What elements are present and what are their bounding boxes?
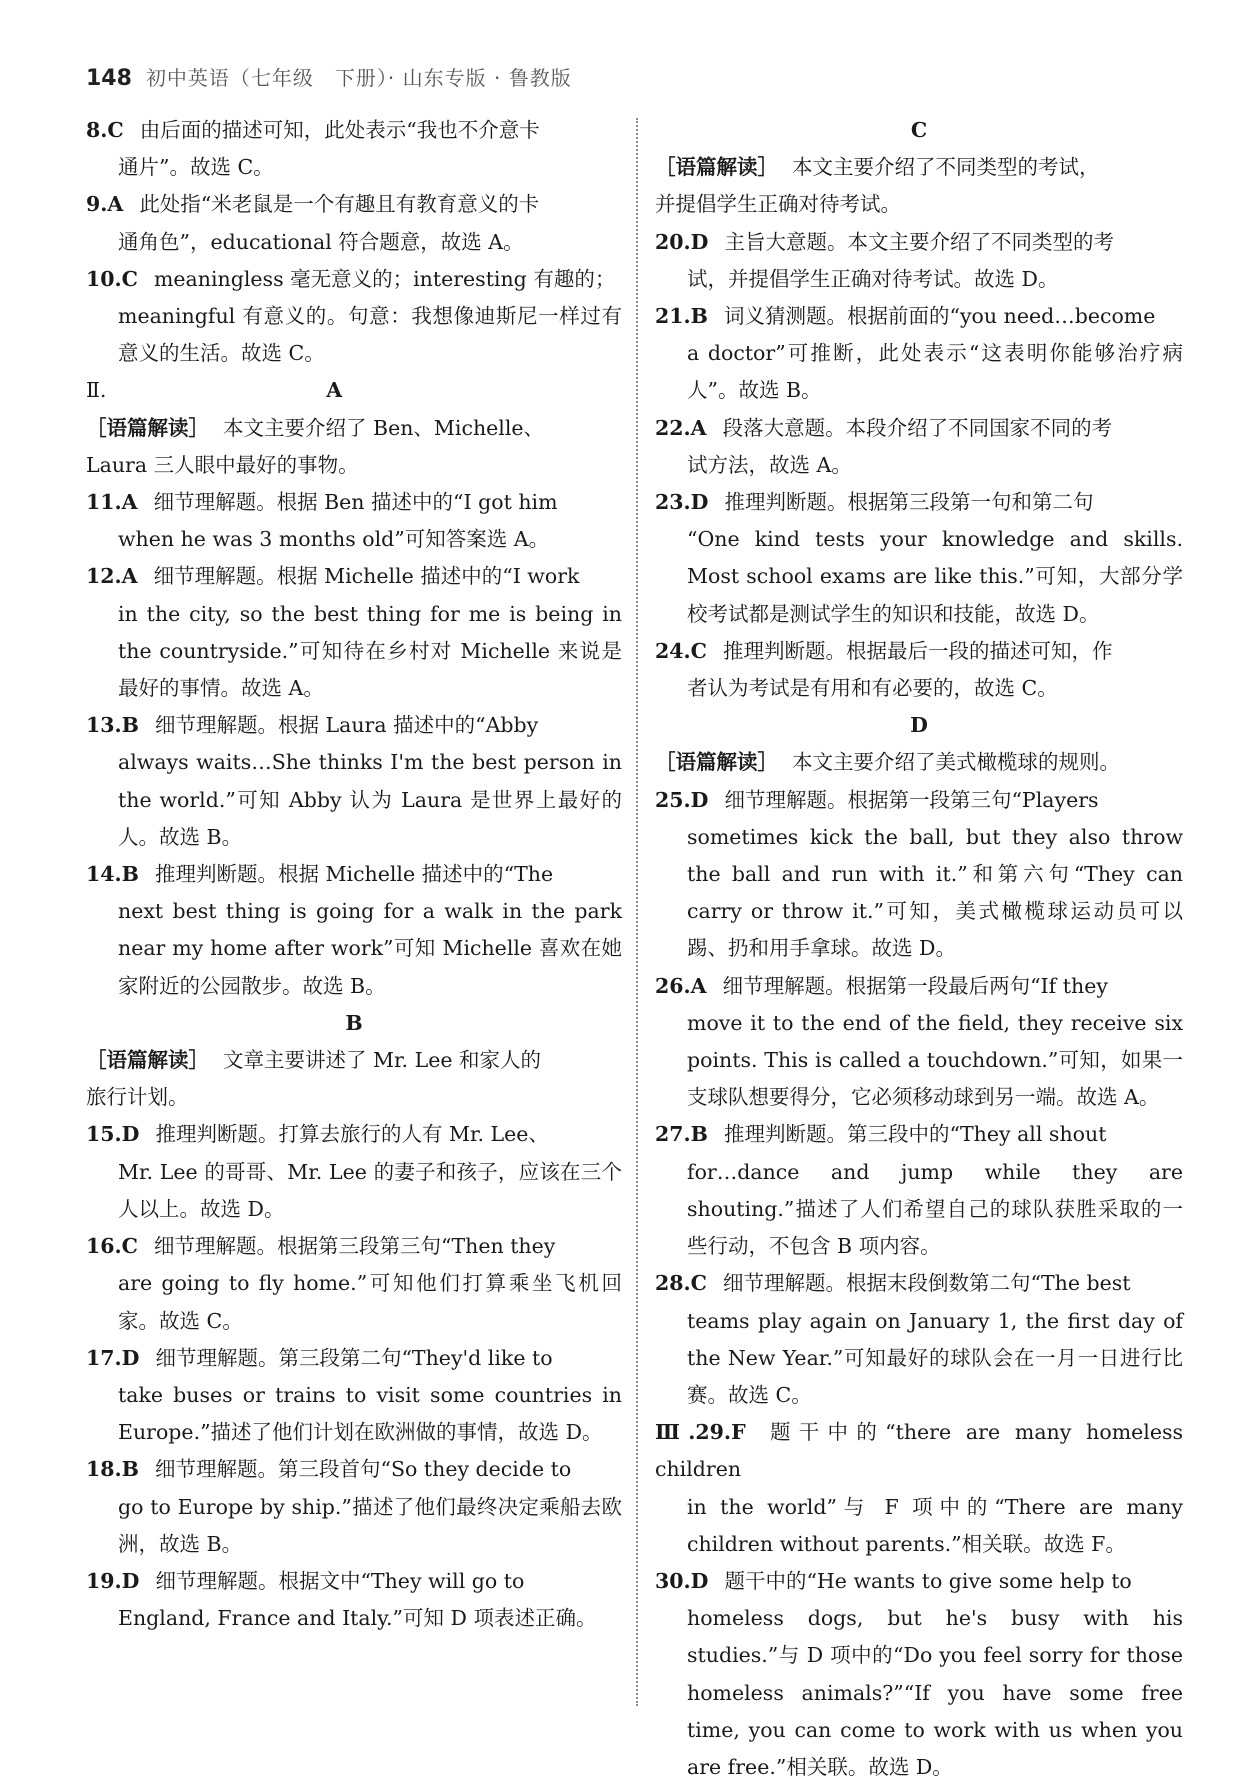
section-letter-d: D	[910, 713, 928, 738]
answer-item	[655, 1265, 1183, 1414]
answer-item	[655, 782, 1183, 968]
answer-number: 14.B	[86, 862, 139, 887]
answer-text-first: 段落大意题。本段介绍了不同国家不同的考	[722, 415, 1113, 440]
answer-number: 15.D	[86, 1122, 140, 1147]
answer-number: 29.F	[695, 1420, 746, 1445]
answer-item	[86, 112, 622, 186]
answer-item	[86, 484, 622, 558]
answer-number: 26.A	[655, 973, 707, 998]
answer-text-first: 细节理解题。根据 Michelle 描述中的“I work	[153, 564, 580, 589]
answer-text-rest: 试方法，故选 A。	[687, 452, 852, 477]
answer-text-first: 题干中的“there are many homeless children	[655, 1420, 1183, 1482]
answer-number: 20.D	[655, 229, 709, 254]
answer-text-first: 推理判断题。根据 Michelle 描述中的“The	[155, 862, 554, 887]
answer-number: 12.A	[86, 564, 138, 589]
answer-number: 18.B	[86, 1457, 139, 1482]
answer-number: 11.A	[86, 490, 138, 515]
answer-number: 16.C	[86, 1234, 138, 1259]
answer-text-rest: go to Europe by ship.”描述了他们最终决定乘船去欧洲，故选 B。	[118, 1494, 622, 1556]
answer-item	[86, 186, 622, 260]
right-column	[655, 112, 1183, 1786]
answer-item	[655, 298, 1183, 410]
answer-text-first: 题干中的“He wants to give some help to	[724, 1568, 1132, 1593]
section-roman-2: Ⅱ.	[86, 378, 107, 403]
answer-text-first: 此处指“米老鼠是一个有趣且有教育意义的卡	[139, 192, 540, 217]
answer-number: 24.C	[655, 638, 707, 663]
page-number: 148	[86, 66, 132, 91]
answer-text-first: 细节理解题。第三段第二句“They'd like to	[155, 1345, 553, 1370]
answer-text-rest: 通角色”，educational 符合题意，故选 A。	[118, 229, 524, 254]
reading-tag: ［语篇解读］	[655, 750, 778, 775]
answer-text-first: 细节理解题。根据末段倒数第二句“The best	[722, 1271, 1131, 1296]
answer-text-first: 细节理解题。根据第一段第三句“Players	[724, 787, 1099, 812]
answer-text-first: 细节理解题。根据第三段第三句“Then they	[153, 1234, 556, 1259]
answer-list-c	[655, 224, 1183, 708]
answer-item	[655, 1563, 1183, 1786]
answer-number: 30.D	[655, 1568, 709, 1593]
answer-item	[655, 1414, 1183, 1563]
answer-text-rest: always waits…She thinks I'm the best person in the world.”可知 Abby 认为 Laura 是世界上最好的人。故选 B。	[118, 750, 622, 849]
answer-item	[86, 707, 622, 856]
answer-list-d	[655, 782, 1183, 1414]
answer-number: 22.A	[655, 415, 707, 440]
answer-list-b	[86, 1116, 622, 1637]
reading-summary-d: ［语篇解读］ 本文主要介绍了美式橄榄球的规则。	[655, 744, 1183, 781]
answer-item	[655, 1116, 1183, 1265]
answer-text-rest: move it to the end of the field, they receive six points. This is called a touchdown.”可知，如果一支球队想要得分，它必须移动球到另一端。故选 A。	[687, 1010, 1183, 1110]
answer-number: 17.D	[86, 1345, 140, 1370]
answer-item	[86, 1116, 622, 1228]
answer-text-rest: a doctor”可推断，此处表示“这表明你能够治疗病人”。故选 B。	[687, 341, 1183, 403]
column-divider	[636, 118, 638, 1706]
section-letter-b: B	[345, 1010, 363, 1035]
answer-text-rest: 者认为考试是有用和有必要的，故选 C。	[687, 676, 1058, 701]
answer-text-rest: are going to fly home.”可知他们打算乘坐飞机回家。故选 C。	[118, 1271, 622, 1333]
answer-text-first: 推理判断题。根据最后一段的描述可知，作	[722, 638, 1113, 663]
section-roman-3: Ⅲ.	[655, 1420, 696, 1445]
answer-number: 28.C	[655, 1271, 707, 1296]
answer-text-first: 推理判断题。第三段中的“They all shout	[724, 1122, 1107, 1147]
reading-tag: ［语篇解读］	[655, 155, 778, 180]
answer-item	[86, 856, 622, 1005]
reading-tag: ［语篇解读］	[86, 415, 209, 440]
answer-text-rest: for…dance and jump while they are shouting.”描述了人们希望自己的球队获胜采取的一些行动，不包含 B 项内容。	[687, 1159, 1183, 1259]
reading-summary-b: ［语篇解读］ 文章主要讲述了 Mr. Lee 和家人的 旅行计划。	[86, 1042, 622, 1116]
answer-text-rest: sometimes kick the ball, but they also throw the ball and run with it.”和第六句“They can carry or throw it.”可知，美式橄榄球运动员可以踢、扔和用手拿球。故选 D。	[687, 824, 1183, 961]
answer-text-first: meaningless 毫无意义的；interesting 有趣的；	[153, 266, 616, 291]
answer-text-first: 推理判断题。打算去旅行的人有 Mr. Lee、	[155, 1122, 549, 1147]
reading-summary-a: ［语篇解读］ 本文主要介绍了 Ben、Michelle、 Laura 三人眼中最好的事物。	[86, 410, 622, 484]
answer-item	[655, 224, 1183, 298]
book-title: 初中英语（七年级 下册）· 山东专版 · 鲁教版	[145, 66, 572, 90]
answer-text-first: 推理判断题。根据第三段第一句和第二句	[724, 490, 1094, 515]
answer-item	[86, 1340, 622, 1452]
reading-tag: ［语篇解读］	[86, 1048, 209, 1073]
answer-item	[86, 1563, 622, 1637]
answer-text-first: 细节理解题。第三段首句“So they decide to	[155, 1457, 572, 1482]
answer-text-first: 由后面的描述可知，此处表示“我也不介意卡	[139, 118, 540, 142]
answer-number: 21.B	[655, 304, 708, 329]
section-letter-a: A	[326, 378, 343, 403]
answer-item	[655, 633, 1183, 707]
answer-item	[655, 410, 1183, 484]
answer-item	[86, 1228, 622, 1340]
answer-item	[86, 558, 622, 707]
answer-number: 23.D	[655, 490, 709, 515]
answer-item	[86, 1451, 622, 1563]
answer-list-a	[86, 484, 622, 1005]
answer-text-rest: when he was 3 months old”可知答案选 A。	[118, 527, 550, 552]
answer-text-rest: England, France and Italy.”可知 D 项表述正确。	[118, 1606, 597, 1631]
answer-text-rest: homeless dogs, but he's busy with his studies.”与 D 项中的“Do you feel sorry for those homeless animals?”“If you have some free time, you can come to work with us when you are free.”相关联。故选 D。	[687, 1606, 1183, 1779]
left-column	[86, 112, 622, 1637]
answer-text-first: 细节理解题。根据 Laura 描述中的“Abby	[155, 713, 539, 738]
answer-number: 19.D	[86, 1568, 140, 1593]
answer-number: 10.C	[86, 266, 138, 291]
answer-text-rest: meaningful 有意义的。句意：我想像迪斯尼一样过有意义的生活。故选 C。	[118, 304, 622, 366]
answer-text-rest: 试，并提倡学生正确对待考试。故选 D。	[687, 266, 1059, 291]
answer-text-rest: in the world”与 F 项中的“There are many children without parents.”相关联。故选 F。	[687, 1494, 1183, 1556]
section-letter-c: C	[910, 118, 928, 142]
answer-text-rest: in the city, so the best thing for me is being in the countryside.”可知待在乡村对 Michelle 来说是最好的事情。故选 A。	[118, 601, 622, 701]
answer-text-rest: take buses or trains to visit some countries in Europe.”描述了他们计划在欧洲做的事情，故选 D。	[118, 1382, 622, 1445]
answer-text-rest: next best thing is going for a walk in the park near my home after work”可知 Michelle 喜欢在她家附近的公园散步。故选 B。	[118, 899, 622, 998]
answer-number: 25.D	[655, 787, 709, 812]
answer-text-rest: “One kind tests your knowledge and skills. Most school exams are like this.”可知，大部分学校考试都是测试学生的知识和技能，故选 D。	[687, 527, 1183, 626]
answer-text-rest: Mr. Lee 的哥哥、Mr. Lee 的妻子和孩子，应该在三个人以上。故选 D。	[118, 1159, 622, 1221]
answer-number: 27.B	[655, 1122, 708, 1147]
answer-text-first: 细节理解题。根据第一段最后两句“If they	[722, 973, 1108, 998]
answer-item	[655, 484, 1183, 633]
answer-text-first: 细节理解题。根据 Ben 描述中的“I got him	[153, 490, 558, 515]
answer-list-part1	[86, 112, 622, 372]
answer-item	[655, 968, 1183, 1117]
reading-summary-c: ［语篇解读］ 本文主要介绍了不同类型的考试， 并提倡学生正确对待考试。	[655, 149, 1183, 223]
answer-text-rest: 通片”。故选 C。	[118, 155, 274, 180]
answer-text-rest: teams play again on January 1, the first day of the New Year.”可知最好的球队会在一月一日进行比赛。故选 C。	[687, 1308, 1183, 1407]
page-header	[86, 62, 572, 102]
section-heading-a	[86, 372, 622, 409]
answer-item	[86, 261, 622, 373]
answer-number: 13.B	[86, 713, 139, 738]
answer-text-first: 细节理解题。根据文中“They will go to	[155, 1568, 525, 1593]
answer-text-first: 词义猜测题。根据前面的“you need…become	[724, 304, 1156, 329]
answer-list-section3	[655, 1414, 1183, 1786]
answer-text-first: 主旨大意题。本文主要介绍了不同类型的考	[724, 229, 1114, 254]
answer-number: 8.C	[86, 118, 124, 142]
answer-number: 9.A	[86, 192, 124, 217]
